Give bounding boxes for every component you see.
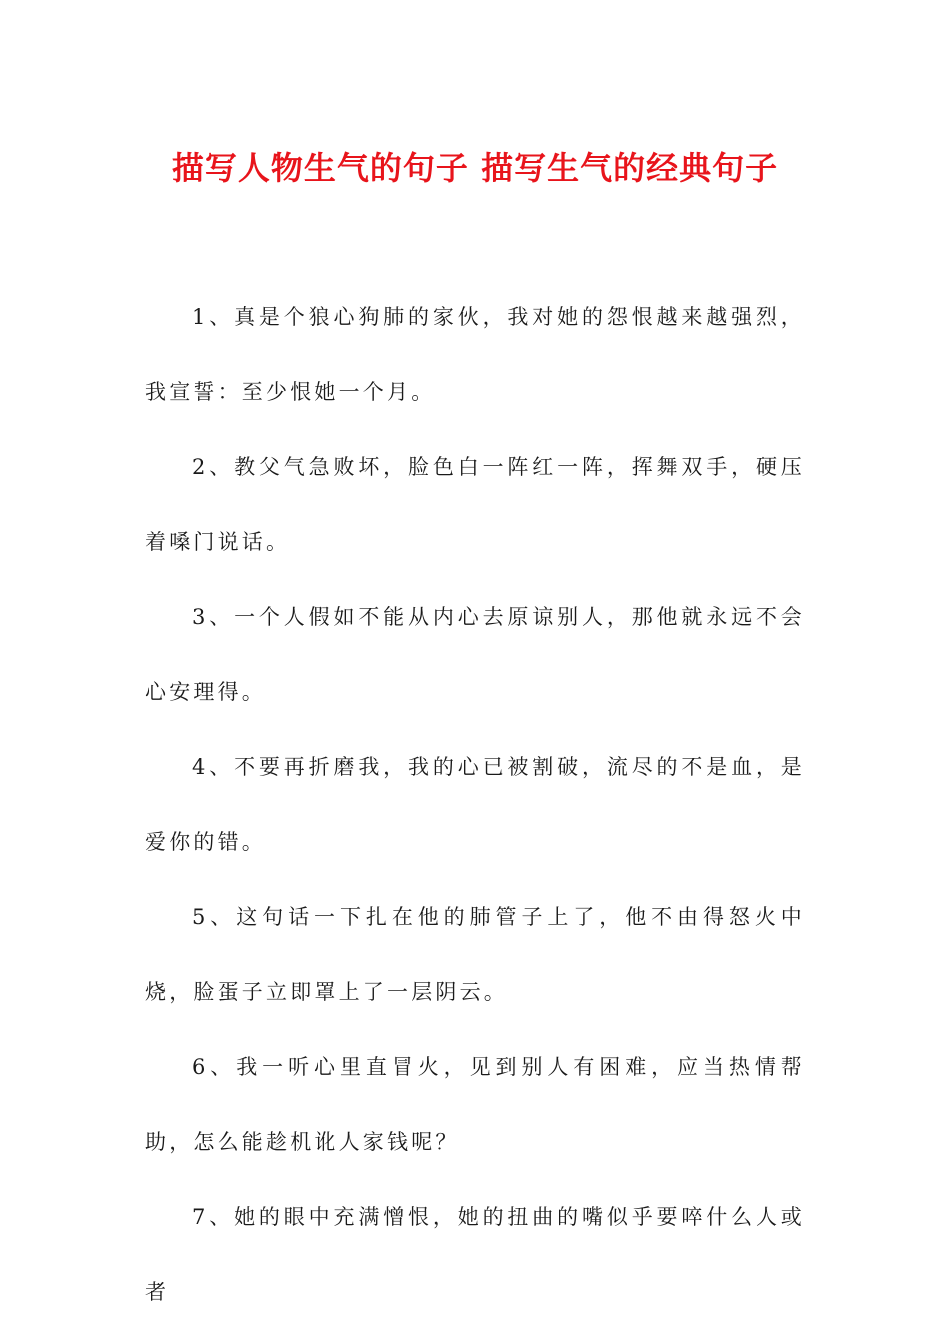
paragraph-4: 4、不要再折磨我，我的心已被割破，流尽的不是血，是爱你的错。 bbox=[145, 755, 805, 854]
paragraph-1: 1、真是个狼心狗肺的家伙，我对她的怨恨越来越强烈，我宣誓：至少恨她一个月。 bbox=[145, 305, 805, 404]
paragraph-6: 6、我一听心里直冒火，见到别人有困难，应当热情帮助，怎么能趁机讹人家钱呢？ bbox=[145, 1055, 805, 1154]
paragraph-7: 7、她的眼中充满憎恨，她的扭曲的嘴似乎要啐什么人或者 bbox=[145, 1205, 805, 1304]
paragraph-5: 5、这句话一下扎在他的肺管子上了，他不由得怒火中烧，脸蛋子立即罩上了一层阴云。 bbox=[145, 905, 805, 1004]
paragraph-2: 2、教父气急败坏，脸色白一阵红一阵，挥舞双手，硬压着嗓门说话。 bbox=[145, 455, 805, 554]
paragraph-3: 3、一个人假如不能从内心去原谅别人，那他就永远不会心安理得。 bbox=[145, 605, 805, 704]
document-body bbox=[145, 280, 805, 1330]
page-title: 描写人物生气的句子 描写生气的经典句子 bbox=[171, 149, 779, 187]
